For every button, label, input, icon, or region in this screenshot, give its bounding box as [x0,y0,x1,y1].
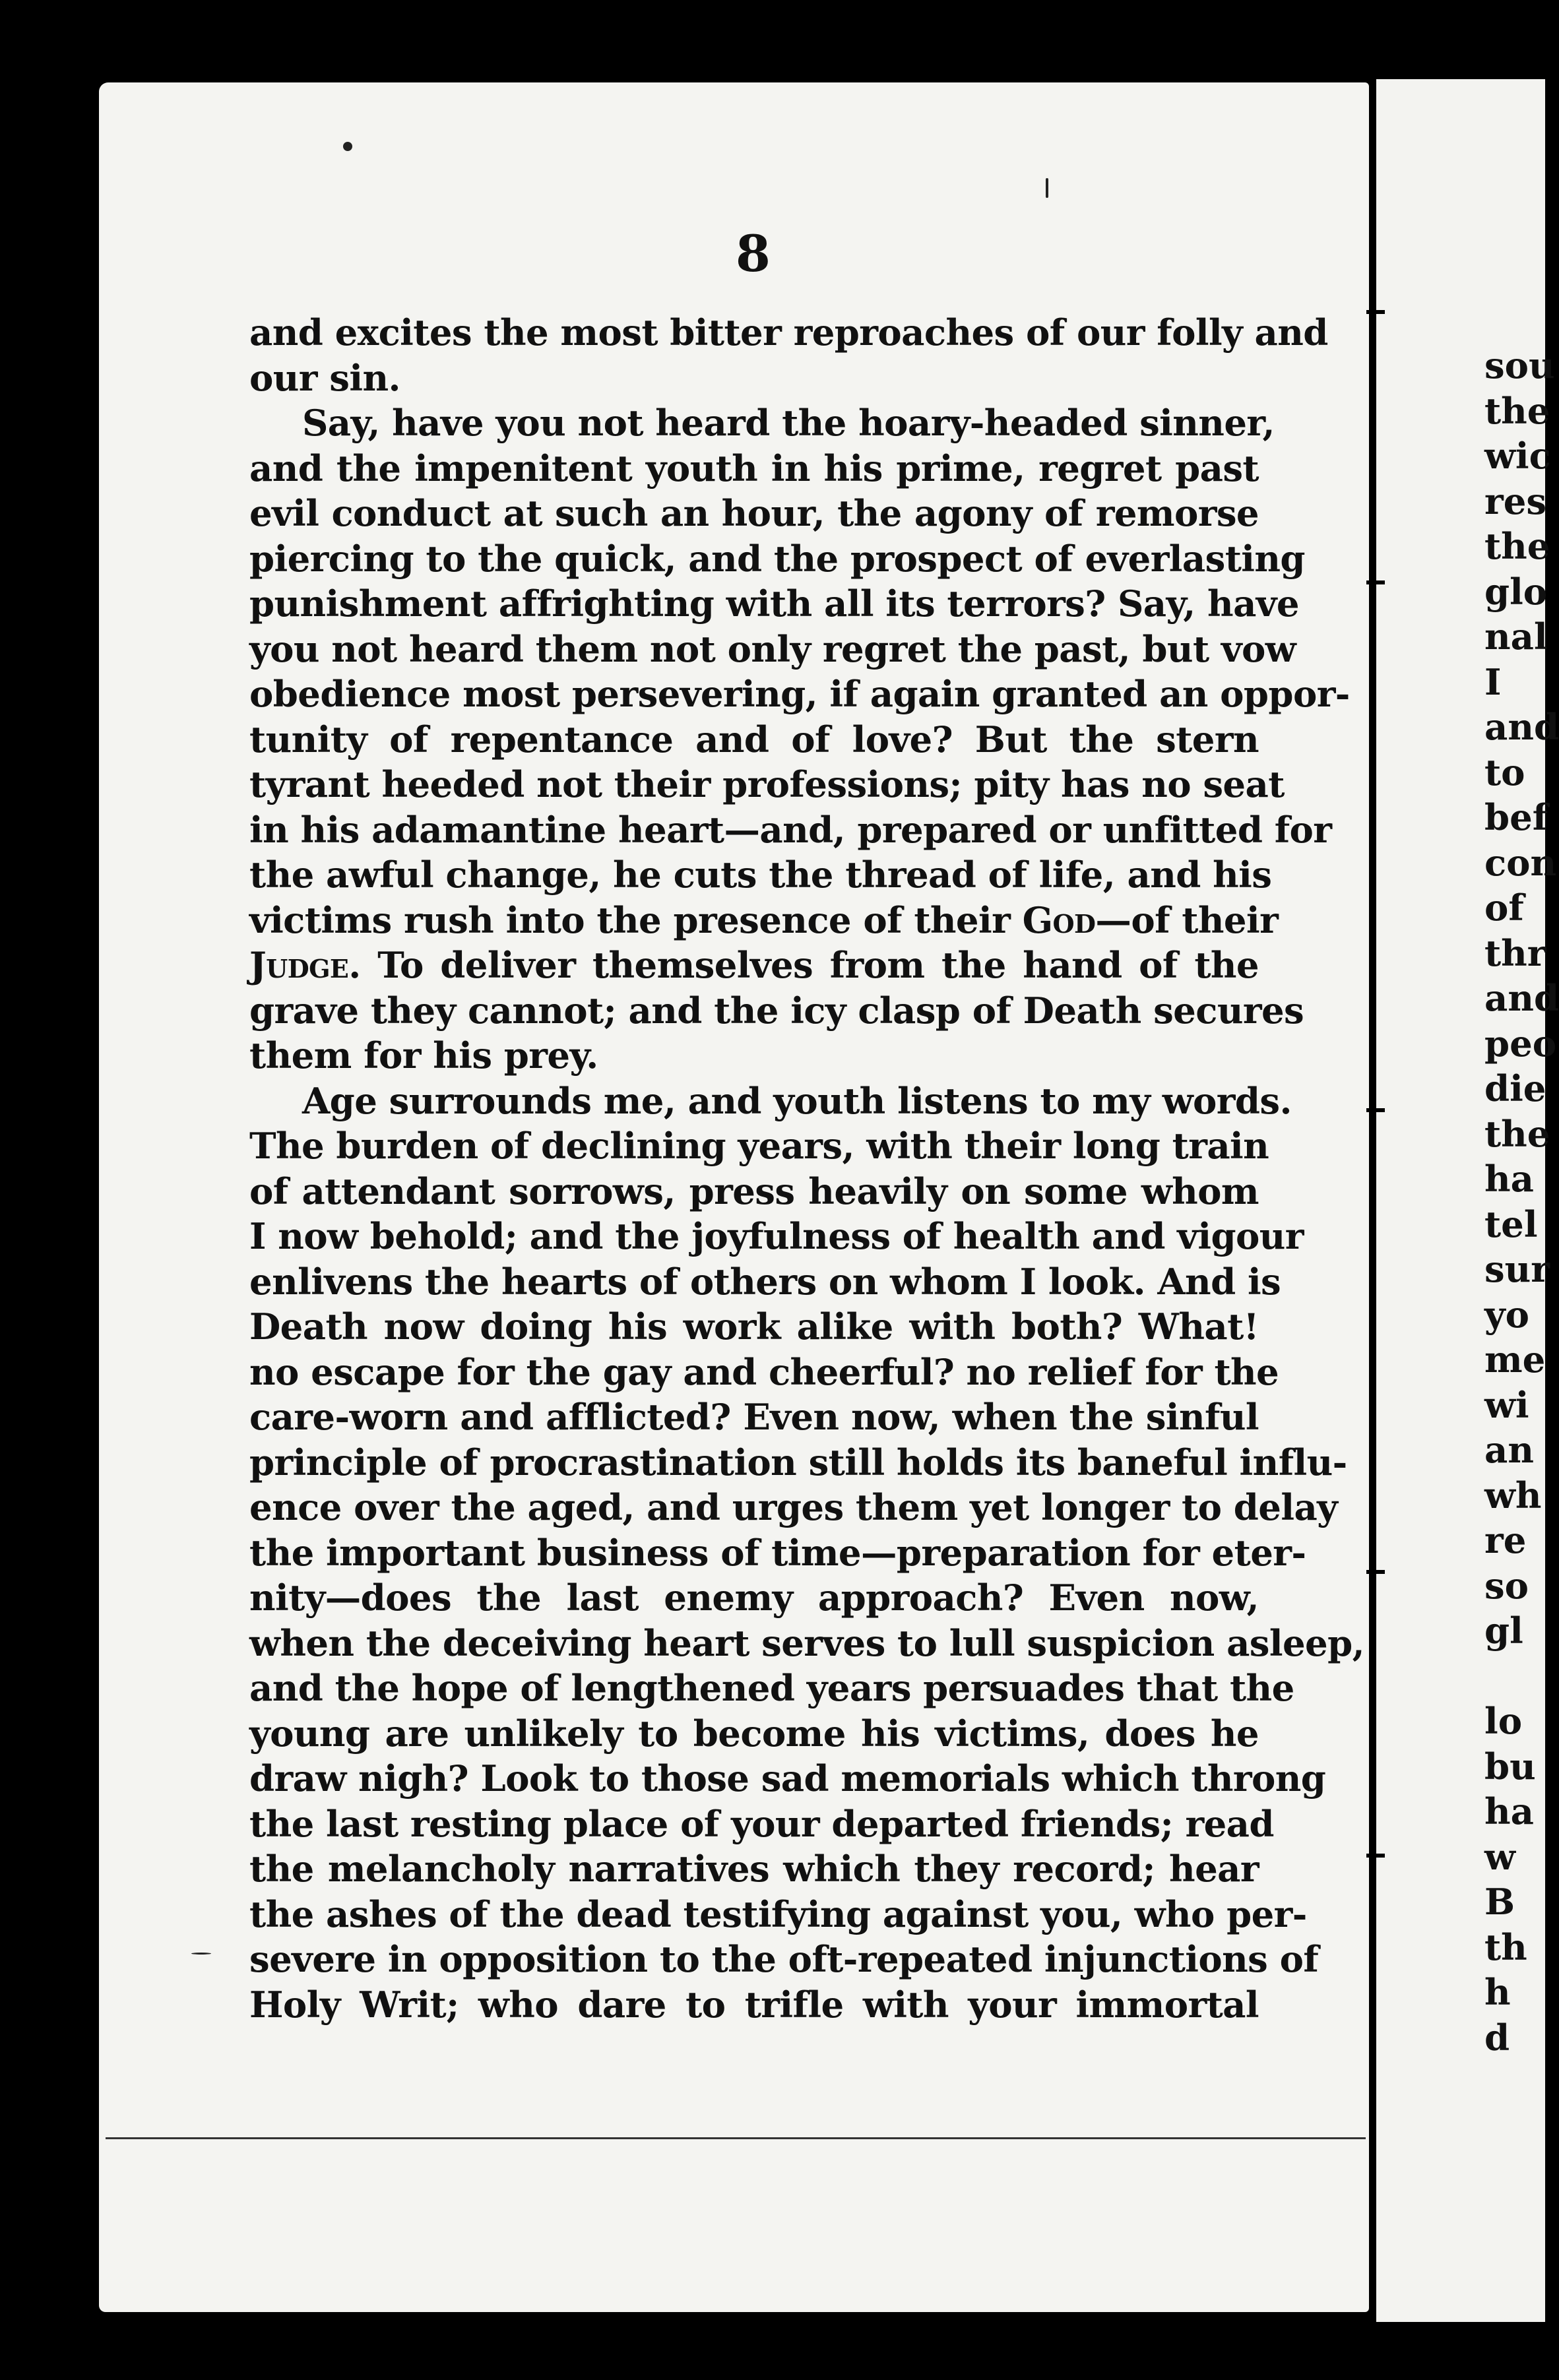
facing-page-fragment: lo [1484,1700,1523,1742]
text-line: ence over the aged, and urges them yet longer to delay [249,1486,1338,1528]
facing-page-fragment: wi [1484,1383,1529,1426]
text-line: the ashes of the dead testifying against you, who per- [249,1893,1307,1935]
gutter-mark [1366,1854,1385,1858]
facing-page-fragment: bu [1484,1745,1536,1788]
text-line: Say, have you not heard the hoary-headed sinner, [302,402,1275,444]
text-line: our sin. [249,356,400,399]
facing-page-fragment: so [1484,1564,1529,1607]
text-line: and the impenitent youth in his prime, regret past [249,447,1259,489]
facing-page-fragment: res [1484,480,1547,522]
text-line: in his adamantine heart—and, prepared or unfitted for [249,808,1332,851]
text-line: grave they cannot; and the icy clasp of Death secures [249,989,1304,1032]
facing-page-fragment: peo [1484,1022,1557,1065]
ink-speck [343,142,352,151]
text-line: tyrant heeded not their professions; pity has no seat [249,763,1285,805]
facing-page-fragment: I [1484,660,1502,703]
facing-page-fragment: gl [1484,1610,1523,1652]
facing-page-fragment: tel [1484,1203,1538,1245]
facing-page-fragment: d [1484,2016,1510,2059]
ink-speck [1046,178,1048,198]
gutter-mark [1366,310,1385,314]
text-line: the awful change, he cuts the thread of life, and his [249,854,1272,896]
text-line: the melancholy narratives which they record; hear [249,1848,1259,1890]
text-line: evil conduct at such an hour, the agony of remorse [249,492,1259,534]
text-line: care-worn and afflicted? Even now, when the sinful [249,1396,1259,1438]
facing-page-fragment: nal [1484,615,1548,658]
text-line: principle of procrastination still holds its baneful influ- [249,1441,1347,1484]
text-line: nity—does the last enemy approach? Even now, [249,1577,1259,1619]
text-line: draw nigh? Look to those sad memorials which throng [249,1757,1326,1800]
facing-page-fragment: th [1484,1926,1527,1968]
text-line: and the hope of lengthened years persuades that the [249,1667,1294,1709]
facing-page-fragment: the [1484,1112,1550,1155]
gutter-mark [1366,1570,1385,1574]
text-line: Death now doing his work alike with both? What! [249,1305,1259,1348]
text-line: I now behold; and the joyfulness of health and vigour [249,1215,1304,1257]
text-line: obedience most persevering, if again granted an oppor- [249,673,1350,715]
text-line: piercing to the quick, and the prospect of everlasting [249,537,1305,580]
facing-page-fragment: con [1484,841,1557,884]
facing-page-fragment: wic [1484,435,1551,477]
facing-page-fragment: and [1484,977,1559,1019]
text-line: you not heard them not only regret the past, but vow [249,627,1296,670]
facing-page-fragment: die [1484,1067,1546,1110]
facing-page-fragment: glo [1484,570,1548,613]
facing-page-text [1484,343,1559,2060]
facing-page-fragment: thr [1484,931,1546,974]
text-line: when the deceiving heart serves to lull suspicion asleep, [249,1621,1365,1664]
text-line: enlivens the hearts of others on whom I look. And is [249,1260,1281,1303]
text-line: tunity of repentance and of love? But the stern [249,718,1259,761]
facing-page-fragment: me [1484,1338,1546,1381]
text-line: no escape for the gay and cheerful? no relief for the [249,1350,1279,1393]
facing-page-fragment: yo [1484,1293,1530,1336]
text-line: Age surrounds me, and youth listens to my words. [302,1079,1292,1122]
facing-page-fragment: w [1484,1835,1515,1878]
facing-page-fragment [1484,1654,1559,1699]
gutter-mark [1366,1108,1385,1112]
facing-page-fragment: ha [1484,1790,1534,1832]
facing-page-fragment: sou [1484,344,1555,387]
text-line: victims rush into the presence of their God—of their [249,898,1279,941]
text-line: them for his prey. [249,1034,598,1077]
facing-page-fragment: re [1484,1519,1527,1561]
gutter-mark [1366,580,1385,584]
facing-page-fragment: sur [1484,1248,1550,1290]
facing-page-fragment: h [1484,1971,1511,2013]
text-line: punishment affrighting with all its terrors? Say, have [249,582,1299,625]
text-line: the important business of time—preparation for eter- [249,1531,1306,1574]
ink-speck [191,1953,211,1955]
facing-page-fragment: the [1484,389,1550,432]
text-line: young are unlikely to become his victims, does he [249,1712,1259,1755]
facing-page-fragment: wh [1484,1474,1542,1517]
text-line: The burden of declining years, with their long train [249,1125,1269,1167]
text-line: Judge. To deliver themselves from the hand of the [249,944,1259,986]
facing-page-fragment: and [1484,706,1559,748]
page-number: 8 [736,224,771,283]
facing-page-fragment: bef [1484,796,1548,838]
text-line: of attendant sorrows, press heavily on some whom [249,1170,1259,1212]
body-text [249,310,1365,2027]
facing-page-fragment: the [1484,525,1550,567]
facing-page-fragment: to [1484,751,1525,794]
text-line: the last resting place of your departed friends; read [249,1802,1274,1845]
text-line: and excites the most bitter reproaches of our folly and [249,311,1328,354]
facing-page-fragment: ha [1484,1158,1534,1200]
facing-page-fragment: B [1484,1881,1515,1923]
text-line: severe in opposition to the oft-repeated injunctions of [249,1938,1319,1980]
text-line: Holy Writ; who dare to trifle with your immortal [249,1983,1259,2026]
facing-page-fragment: of [1484,887,1524,929]
facing-page-fragment: an [1484,1429,1534,1471]
bottom-rule [106,2137,1366,2139]
